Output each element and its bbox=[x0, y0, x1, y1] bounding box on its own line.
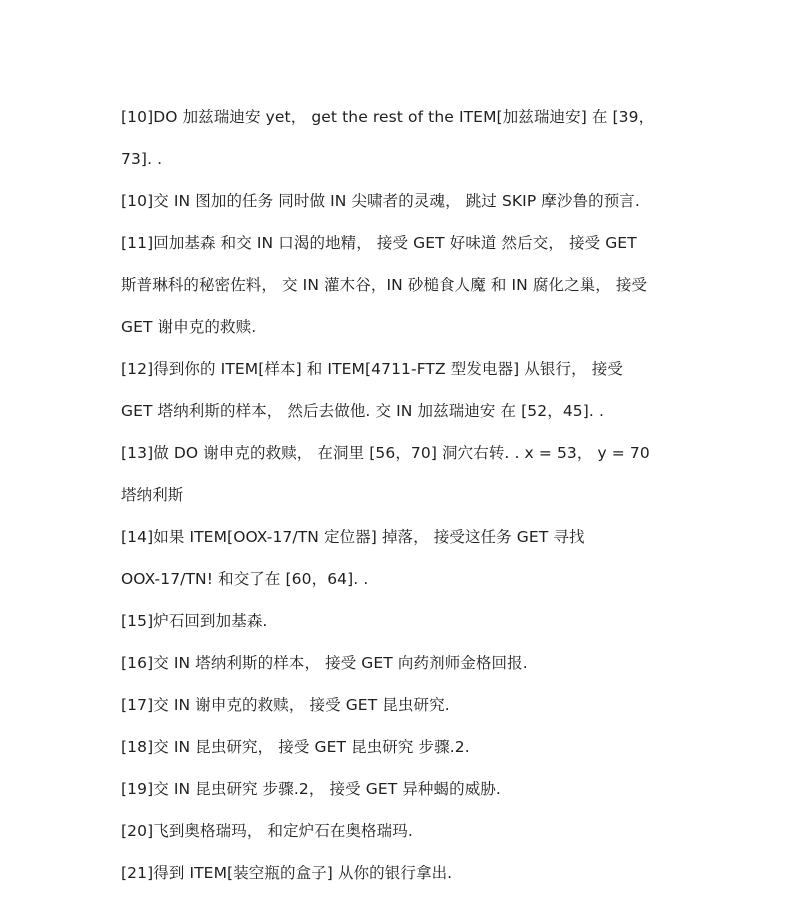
text-line: [20]飞到奥格瑞玛， 和定炉石在奥格瑞玛. bbox=[121, 822, 413, 840]
cut-off-next-line bbox=[121, 896, 241, 905]
text-line: [21]得到 ITEM[装空瓶的盒子] 从你的银行拿出. bbox=[121, 864, 453, 882]
text-line: [12]得到你的 ITEM[样本] 和 ITEM[4711-FTZ 型发电器] 从银行， 接受 bbox=[121, 360, 623, 378]
text-line: GET 谢申克的救赎. bbox=[121, 318, 257, 336]
text-line: [16]交 IN 塔纳利斯的样本， 接受 GET 向药剂师金格回报. bbox=[121, 654, 528, 672]
text-line: GET 塔纳利斯的样本， 然后去做他. 交 IN 加兹瑞迪安 在 [52，45]. . bbox=[121, 402, 604, 420]
text-line: [13]做 DO 谢申克的救赎， 在洞里 [56，70] 洞穴右转. . x = 53， y = 70 bbox=[121, 444, 650, 462]
text-line: 73]. . bbox=[121, 150, 163, 168]
text-line: [10]交 IN 图加的任务 同时做 IN 尖啸者的灵魂， 跳过 SKIP 摩沙鲁的预言. bbox=[121, 192, 640, 210]
text-line: [15]炉石回到加基森. bbox=[121, 612, 268, 630]
text-line: [11]回加基森 和交 IN 口渴的地精， 接受 GET 好味道 然后交， 接受 GET bbox=[121, 234, 637, 252]
text-line: [18]交 IN 昆虫研究， 接受 GET 昆虫研究 步骤.2. bbox=[121, 738, 470, 756]
text-line: 斯普琳科的秘密佐料， 交 IN 灌木谷，IN 砂槌食人魔 和 IN 腐化之巢， 接受 bbox=[121, 276, 648, 294]
text-line: 塔纳利斯 bbox=[121, 486, 184, 504]
guide-text bbox=[121, 98, 691, 896]
text-line: OOX-17/TN! 和交了在 [60，64]. . bbox=[121, 570, 369, 588]
text-line: [14]如果 ITEM[OOX-17/TN 定位器] 掉落， 接受这任务 GET 寻找 bbox=[121, 528, 585, 546]
text-line: [17]交 IN 谢申克的救赎， 接受 GET 昆虫研究. bbox=[121, 696, 450, 714]
text-line: [19]交 IN 昆虫研究 步骤.2， 接受 GET 异种蝎的威胁. bbox=[121, 780, 501, 798]
text-line: [10]DO 加兹瑞迪安 yet， get the rest of the ITEM[加兹瑞迪安] 在 [39， bbox=[121, 108, 655, 126]
